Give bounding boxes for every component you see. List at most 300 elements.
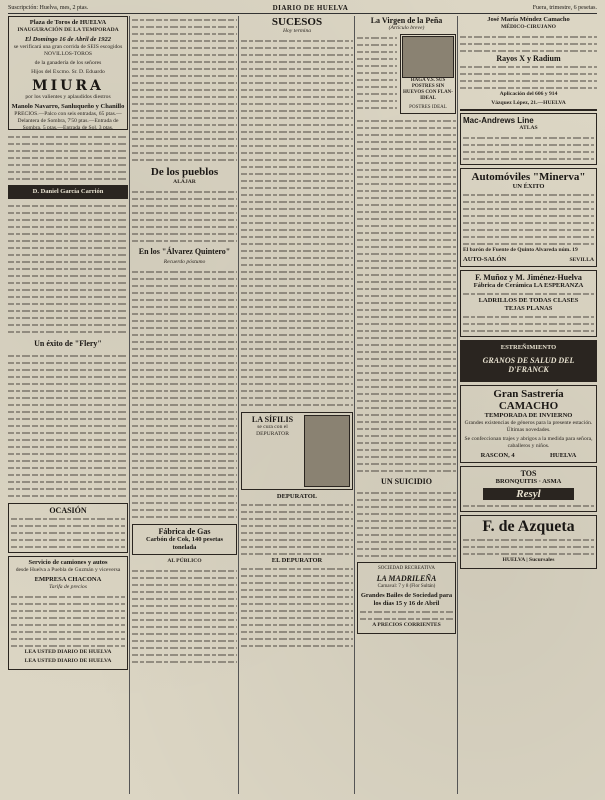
text-line	[8, 154, 128, 161]
madrilena-ad	[357, 562, 456, 634]
text-line	[357, 69, 397, 76]
text-line	[357, 552, 456, 559]
tos-label: TOS	[520, 469, 537, 478]
text-line	[241, 254, 353, 261]
text-line	[241, 275, 353, 282]
mendez-sub: MÉDICO-CIRUJANO	[500, 24, 556, 30]
text-line	[8, 443, 128, 450]
tarifa-label: Tarifa de precios	[49, 584, 87, 590]
huelva-label: HUELVA	[549, 452, 577, 459]
text-line	[463, 240, 594, 247]
text-line	[241, 352, 353, 359]
text-line	[11, 635, 125, 642]
plaza-line4: por los valientes y aplaudidos diestros	[25, 94, 111, 100]
text-line	[132, 651, 237, 658]
text-line	[241, 508, 353, 515]
text-line	[8, 237, 128, 244]
text-line	[357, 292, 456, 299]
madrilena-pre: SOCIEDAD RECREATIVA	[378, 566, 435, 571]
text-line	[357, 187, 456, 194]
column-rule	[354, 16, 355, 794]
text-line	[132, 223, 237, 230]
text-line	[8, 168, 128, 175]
text-line	[8, 223, 128, 230]
ceramica-ad	[460, 270, 597, 337]
text-line	[8, 366, 128, 373]
text-line	[463, 543, 594, 550]
text-line	[132, 72, 237, 79]
text-line	[357, 229, 456, 236]
tejas-label: TEJAS PLANAS	[504, 305, 553, 312]
text-line	[357, 432, 456, 439]
text-line	[241, 401, 353, 408]
madrilena-title: LA MADRILEÑA	[376, 574, 437, 583]
plaza-names: Manolo Navarro, Sanluqueño y Chanillo	[11, 103, 125, 110]
text-line	[132, 296, 237, 303]
plaza-line2: de la ganadería de los señores	[34, 60, 102, 66]
text-line	[357, 117, 456, 124]
auto-salon-row	[463, 256, 594, 264]
text-line	[11, 600, 125, 607]
text-line	[132, 268, 237, 275]
text-line	[8, 471, 128, 478]
text-line	[241, 324, 353, 331]
text-line	[463, 550, 594, 557]
text-line	[8, 251, 128, 258]
text-line	[241, 501, 353, 508]
text-line	[132, 499, 237, 506]
text-line	[357, 90, 397, 97]
plaza-date: El Domingo 16 de Abril de 1922	[24, 36, 112, 43]
sastreria-title: Gran Sastrería CAMACHO	[493, 388, 564, 412]
text-line	[241, 565, 353, 572]
text-line	[357, 489, 456, 496]
text-line	[357, 397, 456, 404]
text-line	[8, 436, 128, 443]
garcia-carrion-title: D. Daniel García Carrión	[32, 188, 104, 195]
divider	[460, 109, 597, 111]
text-line	[8, 216, 128, 223]
text-line	[241, 296, 353, 303]
text-line	[460, 84, 597, 91]
text-line	[357, 138, 456, 145]
text-line	[357, 180, 456, 187]
text-line	[241, 394, 353, 401]
sucesos-title: SUCESOS	[271, 16, 323, 28]
madrilena-sub: Carnaval: 7 y 8 (Flor Sultán)	[377, 584, 436, 589]
text-line	[357, 131, 456, 138]
text-line	[357, 55, 397, 62]
text-line	[132, 107, 237, 114]
text-line	[241, 93, 353, 100]
quintero-sub: Recuerdo póstumo	[163, 259, 206, 265]
text-line	[241, 121, 353, 128]
automoviles-title: Automóviles "Minerva"	[471, 171, 586, 183]
text-line	[11, 522, 125, 529]
text-line	[11, 614, 125, 621]
text-line	[8, 321, 128, 328]
suicidio-title: UN SUICIDIO	[381, 477, 432, 486]
text-line	[132, 100, 237, 107]
text-line	[357, 404, 456, 411]
text-line	[241, 240, 353, 247]
sucesos-sub: Hoy termina	[282, 28, 312, 34]
text-line	[132, 37, 237, 44]
text-line	[132, 478, 237, 485]
fabrica-gas-sub: Carbón de Cok, 140 pesetas tonelada	[145, 536, 224, 551]
policia-title: AL PÚBLICO	[167, 558, 202, 564]
text-line	[8, 352, 128, 359]
text-line	[241, 163, 353, 170]
text-line	[241, 128, 353, 135]
text-line	[132, 345, 237, 352]
text-line	[132, 121, 237, 128]
text-line	[241, 156, 353, 163]
virgen-sub: (Artículo breve)	[388, 25, 425, 31]
text-line	[357, 166, 456, 173]
text-line	[357, 62, 397, 69]
text-line	[241, 51, 353, 58]
text-line	[357, 341, 456, 348]
page-header	[8, 2, 597, 14]
text-line	[132, 581, 237, 588]
text-line	[132, 658, 237, 665]
text-line	[463, 226, 594, 233]
text-line	[357, 83, 397, 90]
text-line	[241, 37, 353, 44]
text-line	[357, 376, 456, 383]
text-line	[8, 209, 128, 216]
fabrica-gas-title: Fábrica de Gas	[158, 527, 211, 536]
text-line	[241, 331, 353, 338]
aplicacion-address: Vázquez López, 21.—HUELVA	[491, 100, 566, 106]
text-line	[132, 202, 237, 209]
text-line	[460, 47, 597, 54]
text-line	[241, 100, 353, 107]
text-line	[357, 264, 456, 271]
text-line	[357, 97, 397, 104]
text-line	[132, 30, 237, 37]
sastreria-text: Grandes existencias de géneros para la presente estación. Últimas novedades.	[464, 420, 593, 433]
text-line	[357, 390, 456, 397]
text-line	[357, 453, 456, 460]
text-line	[463, 233, 594, 240]
text-line	[241, 191, 353, 198]
text-line	[11, 593, 125, 600]
text-line	[360, 615, 453, 622]
text-line	[241, 317, 353, 324]
text-line	[132, 443, 237, 450]
text-line	[132, 387, 237, 394]
text-line	[132, 195, 237, 202]
text-line	[357, 222, 456, 229]
pueblos-title: De los pueblos	[150, 166, 219, 178]
text-line	[8, 492, 128, 499]
text-line	[132, 128, 237, 135]
text-line	[132, 595, 237, 602]
baron-line: El barón de Fuente de Quinto Alvareda núm. 19	[463, 247, 578, 253]
text-line	[357, 34, 397, 41]
flan-ideal-image	[402, 36, 454, 78]
text-line	[8, 293, 128, 300]
sastreria-address	[463, 452, 594, 460]
text-line	[241, 282, 353, 289]
service-sub: desde Huelva a Puebla de Guzmán y viceversa	[15, 567, 121, 573]
text-line	[132, 352, 237, 359]
text-line	[357, 173, 456, 180]
text-line	[132, 149, 237, 156]
fabrica-ceramica: Fábrica de Cerámica LA ESPERANZA	[473, 282, 584, 289]
text-line	[8, 133, 128, 140]
text-line	[241, 579, 353, 586]
text-line	[132, 637, 237, 644]
bronquitis-label: BRONQUITIS · ASMA	[495, 478, 562, 485]
granos-title: GRANOS DE SALUD DEL D'FRANCK	[482, 356, 575, 374]
text-line	[241, 359, 353, 366]
text-line	[241, 212, 353, 219]
text-line	[132, 401, 237, 408]
text-line	[241, 177, 353, 184]
text-line	[132, 394, 237, 401]
text-line	[11, 543, 125, 550]
text-line	[132, 630, 237, 637]
text-line	[241, 219, 353, 226]
text-line	[357, 327, 456, 334]
outside-price-note: Fuera, trimestre, 6 pesetas.	[532, 4, 597, 11]
text-line	[241, 536, 353, 543]
text-line	[241, 338, 353, 345]
text-line	[241, 628, 353, 635]
text-line	[8, 464, 128, 471]
text-line	[8, 230, 128, 237]
text-line	[241, 268, 353, 275]
text-line	[357, 334, 456, 341]
text-line	[132, 86, 237, 93]
plaza-title: Plaza de Toros de HUELVA	[29, 19, 107, 26]
auto-salon: AUTO-SALÓN	[463, 256, 507, 263]
text-line	[357, 250, 456, 257]
text-line	[357, 446, 456, 453]
text-line	[357, 503, 456, 510]
text-line	[357, 215, 456, 222]
column-3	[241, 16, 353, 796]
text-line	[8, 140, 128, 147]
text-line	[357, 236, 456, 243]
minerva-ad	[460, 168, 597, 267]
text-line	[8, 422, 128, 429]
sastreria-ad	[460, 385, 597, 463]
text-line	[357, 411, 456, 418]
text-line	[132, 359, 237, 366]
text-line	[241, 44, 353, 51]
text-line	[132, 275, 237, 282]
text-line	[357, 76, 397, 83]
virgen-block	[357, 34, 456, 117]
text-line	[357, 41, 397, 48]
column-5	[460, 16, 597, 796]
text-line	[241, 107, 353, 114]
text-line	[8, 272, 128, 279]
text-line	[132, 216, 237, 223]
text-line	[132, 373, 237, 380]
column-rule	[238, 16, 239, 794]
text-line	[132, 310, 237, 317]
text-line	[8, 328, 128, 335]
plaza-line3: Hijos del Excmo. Sr. D. Eduardo	[31, 69, 105, 75]
text-line	[132, 79, 237, 86]
text-line	[8, 202, 128, 209]
text-line	[132, 485, 237, 492]
text-line	[132, 492, 237, 499]
text-line	[132, 58, 237, 65]
text-line	[241, 621, 353, 628]
text-line	[357, 425, 456, 432]
text-line	[357, 243, 456, 250]
text-line	[357, 201, 456, 208]
text-line	[241, 614, 353, 621]
sifilis-sub: se cura con el DEPURATOR	[256, 424, 289, 437]
text-line	[132, 16, 237, 23]
text-line	[463, 191, 594, 198]
text-line	[241, 198, 353, 205]
text-line	[132, 588, 237, 595]
text-line	[8, 457, 128, 464]
text-line	[357, 313, 456, 320]
text-line	[241, 345, 353, 352]
plaza-subtitle: INAUGURACIÓN DE LA TEMPORADA	[17, 27, 119, 33]
text-line	[132, 331, 237, 338]
text-line	[132, 644, 237, 651]
text-line	[132, 513, 237, 520]
text-line	[357, 278, 456, 285]
text-line	[241, 114, 353, 121]
text-line	[132, 471, 237, 478]
footer-promo: LEA USTED DIARIO DE HUELVA	[24, 658, 112, 664]
column-rule	[129, 16, 130, 794]
azqueta-title: F. de Azqueta	[482, 518, 575, 535]
ocasion-title: OCASIÓN	[49, 506, 87, 515]
azqueta-ad	[460, 515, 597, 569]
aplicacion-line: Aplicación del 606 y 914	[499, 91, 558, 97]
madrilena-foot: A PRECIOS CORRIENTES	[372, 622, 441, 628]
column-2	[132, 16, 237, 796]
text-line	[132, 616, 237, 623]
text-line	[132, 380, 237, 387]
text-line	[132, 209, 237, 216]
text-line	[357, 306, 456, 313]
text-line	[463, 536, 594, 543]
flan-ideal-sub: POSTRES IDEAL	[409, 105, 447, 110]
text-line	[460, 63, 597, 70]
text-line	[463, 212, 594, 219]
text-line	[241, 65, 353, 72]
sastreria-text2: Se confeccionan trajes y abrigos a la medida para señora, caballeros y niños.	[464, 436, 593, 449]
lines-title: Mac-Andrews Line	[463, 116, 534, 125]
text-line	[241, 550, 353, 557]
quintero-title: En los "Álvarez Quintero"	[138, 247, 231, 256]
text-line	[132, 366, 237, 373]
text-line	[241, 522, 353, 529]
service-title: Servicio de camiones y autos	[28, 559, 108, 566]
text-line	[241, 149, 353, 156]
resyl-ad	[460, 466, 597, 512]
text-line	[8, 373, 128, 380]
text-line	[357, 271, 456, 278]
text-line	[132, 303, 237, 310]
text-line	[132, 237, 237, 244]
text-line	[8, 147, 128, 154]
text-line	[132, 338, 237, 345]
ocasion-ad	[8, 503, 128, 553]
text-line	[8, 244, 128, 251]
text-line	[8, 286, 128, 293]
estrenimiento-label: ESTREÑIMIENTO	[500, 344, 557, 351]
text-line	[463, 198, 594, 205]
azqueta-footer: HUELVA | Sucursales	[502, 557, 555, 563]
empresa-name: EMPRESA CHACONA	[34, 576, 102, 583]
footer-promo: LEA USTED DIARIO DE HUELVA	[24, 649, 112, 655]
text-line	[357, 285, 456, 292]
madrilena-bailes: Grandes Bailes de Sociedad para los días 15 y 16 de Abril	[360, 592, 453, 607]
text-line	[241, 380, 353, 387]
rascon-address: RASCON, 4	[480, 452, 515, 459]
text-line	[241, 247, 353, 254]
gas-factory-ad	[132, 524, 237, 555]
text-line	[11, 515, 125, 522]
text-line	[8, 359, 128, 366]
text-line	[357, 48, 397, 55]
text-line	[132, 44, 237, 51]
text-line	[357, 152, 456, 159]
text-line	[357, 257, 456, 264]
garcia-carrion-banner	[8, 185, 128, 199]
virgen-title: La Virgen de la Peña	[370, 16, 443, 25]
column-rule	[457, 16, 458, 794]
text-line	[463, 141, 594, 148]
text-line	[460, 40, 597, 47]
text-line	[241, 543, 353, 550]
text-line	[132, 457, 237, 464]
plaza-line1: se verificará una gran corrida de SEIS escogidos NOVILLOS-TOROS	[13, 44, 123, 57]
text-line	[463, 155, 594, 162]
text-line	[8, 300, 128, 307]
text-line	[241, 135, 353, 142]
text-line	[241, 72, 353, 79]
text-line	[463, 320, 594, 327]
text-line	[357, 104, 397, 111]
text-line	[357, 362, 456, 369]
ladrillos-label: LADRILLOS DE TODAS CLASES	[478, 297, 579, 304]
text-line	[463, 148, 594, 155]
text-line	[132, 506, 237, 513]
text-line	[8, 415, 128, 422]
text-line	[357, 348, 456, 355]
mac-andrews-ad	[460, 113, 597, 165]
text-line	[241, 387, 353, 394]
text-line	[357, 538, 456, 545]
text-line	[460, 33, 597, 40]
text-line	[8, 175, 128, 182]
text-line	[241, 572, 353, 579]
text-line	[241, 142, 353, 149]
text-line	[241, 58, 353, 65]
service-ad	[8, 556, 128, 670]
text-line	[8, 307, 128, 314]
text-line	[357, 460, 456, 467]
text-line	[357, 531, 456, 538]
text-line	[357, 194, 456, 201]
bullfight-ad	[8, 16, 128, 130]
